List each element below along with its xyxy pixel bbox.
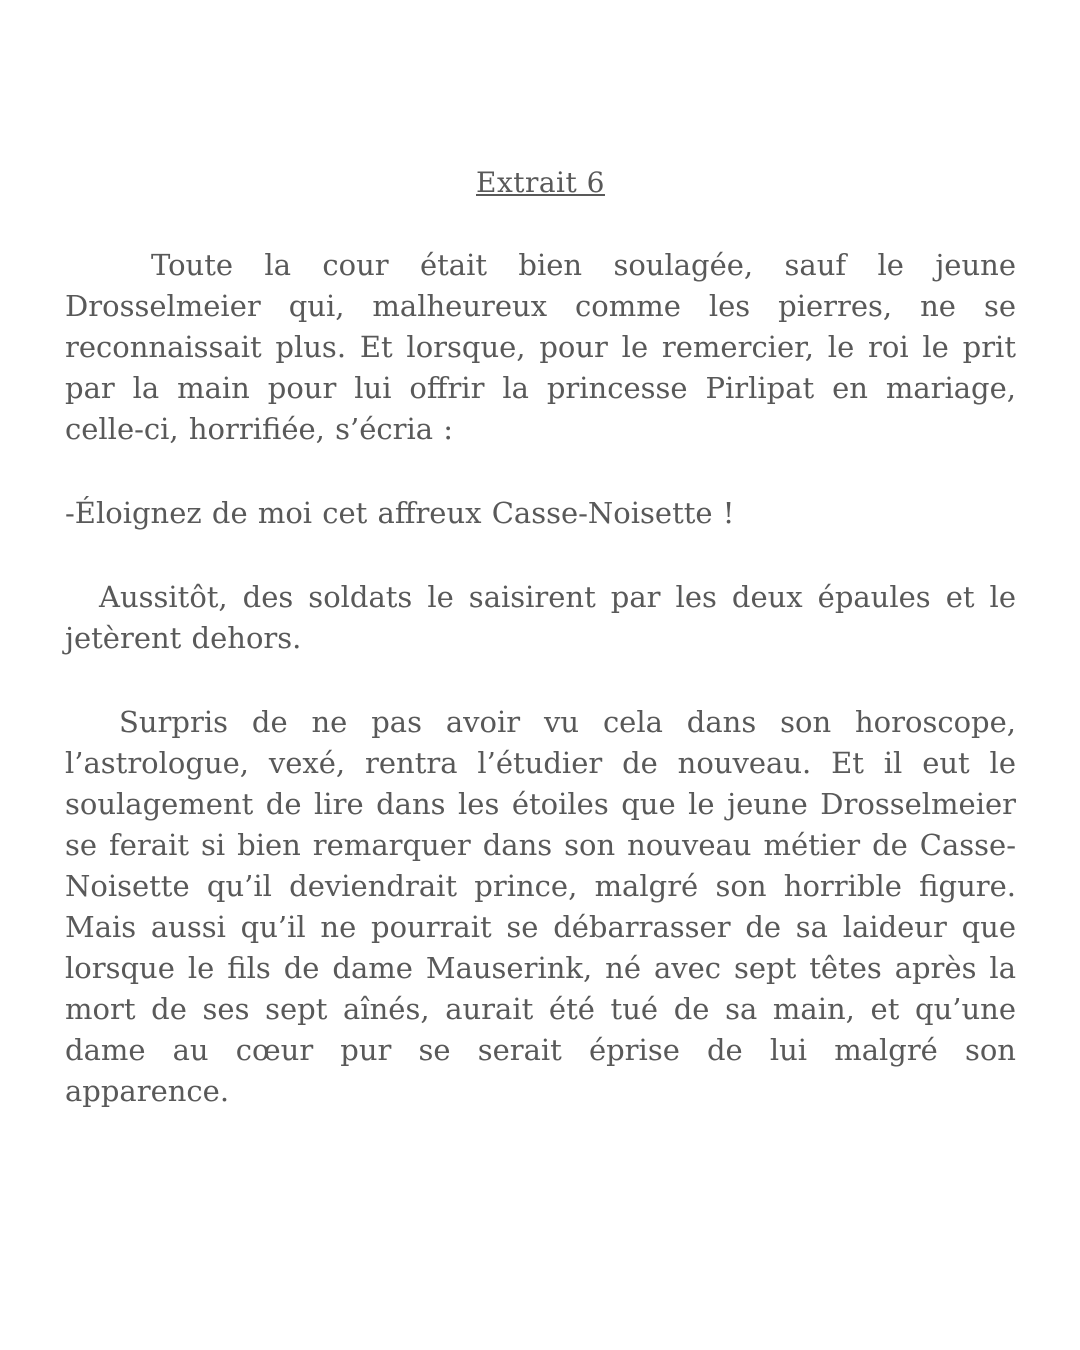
paragraph: Surpris de ne pas avoir vu cela dans son horoscope, l’astrologue, vexé, rentra l’étudier de nouveau. Et il eut le soulagement de lire dans les étoiles que le jeune Drosselmeier se ferait si bien remarquer dans son nouveau métier de Casse-Noisette qu’il deviendrait prince, malgré son horrible figure. Mais aussi qu’il ne pourrait se débarrasser de sa laideur que lorsque le fils de dame Mauserink, né avec sept têtes après la mort de ses sept aînés, aurait été tué de sa main, et qu’une dame au cœur pur se serait éprise de lui malgré son apparence. bbox=[65, 705, 1016, 1108]
page-title: Extrait 6 bbox=[476, 166, 605, 199]
paragraph: Toute la cour était bien soulagée, sauf le jeune Drosselmeier qui, malheureux comme les pierres, ne se reconnaissait plus. Et lorsque, pour le remercier, le roi le prit par la main pour lui offrir la princesse Pirlipat en mariage, celle-ci, horrifiée, s’écria : bbox=[65, 248, 1016, 446]
paragraph: Aussitôt, des soldats le saisirent par les deux épaules et le jetèrent dehors. bbox=[65, 580, 1016, 655]
document-body bbox=[65, 245, 1016, 1112]
paragraph-dialogue: -Éloignez de moi cet affreux Casse-Noisette ! bbox=[65, 496, 735, 530]
